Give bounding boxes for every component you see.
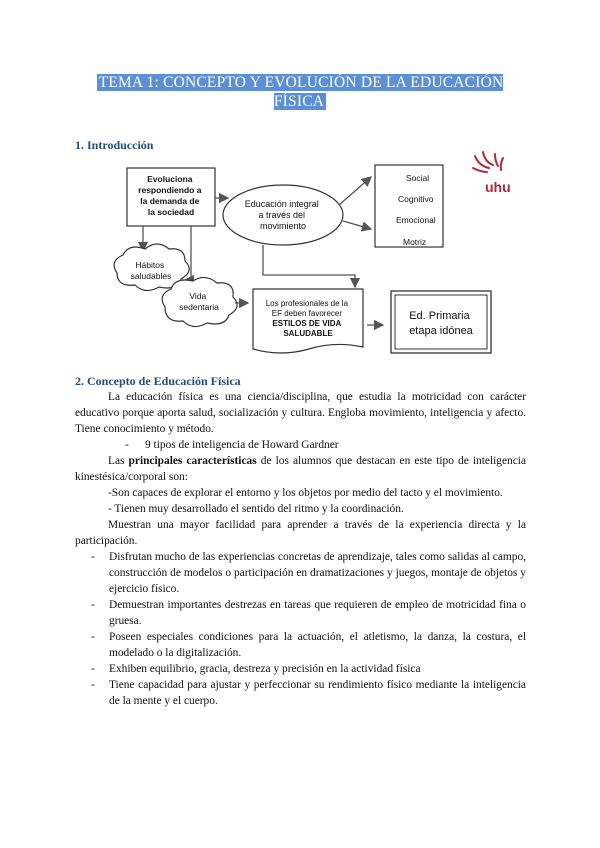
- box-evoluciona: [127, 168, 215, 226]
- body-text: [75, 389, 526, 709]
- svg-text:Educación integral a t: Educación integral a través del movimiento: [244, 199, 319, 231]
- sub-item-gardner: - 9 tipos de inteligencia de Howard Gardner: [125, 439, 339, 451]
- cloud-vida-sedentaria: [162, 277, 237, 326]
- paragraph-experiencia: Muestran una mayor facilidad para aprender a través de la experiencia directa y la participación.: [75, 519, 526, 547]
- list-item: - Demuestran importantes destrezas en tareas que requieren de empleo de motricidad fina o gruesa.: [91, 599, 526, 627]
- paragraph-ritmo: - Tienen muy desarrollado el sentido del ritmo y la coordinación.: [108, 503, 404, 515]
- svg-text:Vida sedentaria: Vida sedentaria: [179, 291, 219, 312]
- title-text: TEMA 1: CONCEPTO Y EVOLUCIÓN DE LA EDUCACIÓN FÍSICA: [98, 74, 504, 110]
- bullet-list: [75, 549, 526, 709]
- list-item: - Exhiben equilibrio, gracia, destreza y precisión en la actividad física: [91, 663, 421, 675]
- paragraph-definicion: La educación física es una ciencia/disciplina, que estudia la motricidad con carácter educativo porque aporta salud, socialización y cultura. Engloba movimiento, inteligencia y afecto. Tiene conocimiento y método.: [75, 391, 526, 435]
- box-dimensiones: [375, 165, 443, 247]
- box-profesionales-ef: [253, 289, 363, 353]
- svg-text:Hábitos saludables: Hábitos saludables: [130, 260, 172, 281]
- svg-text:Los profesionales de la: Los profesionales de la EF deben favorecer ESTILOS DE VIDA SALUDABLE: [265, 299, 349, 338]
- paragraph-caracteristicas: Las principales características de los alumnos que destacan en este tipo de inteligencia kinestésica/corporal son:: [75, 455, 527, 483]
- paragraph-explorar: -Son capaces de explorar el entorno y los objetos por medio del tacto y el movimiento.: [108, 487, 503, 499]
- svg-text:Ed. Primaria etapa idó: Ed. Primaria etapa idónea: [409, 310, 473, 337]
- intro-diagram: [95, 155, 525, 365]
- section-heading-introduccion: 1. Introducción: [75, 138, 154, 152]
- box-ed-primaria: [391, 291, 491, 353]
- page-title: [70, 73, 530, 111]
- list-item: - Disfrutan mucho de las experiencias concretas de aprendizaje, tales como salidas al campo, construcción de modelos o participación en dramatizaciones y juegos, montaje de objetos y ejercicio físico.: [91, 551, 526, 595]
- svg-text:Social Cognitivo: Social Cognitivo Emocional Motriz: [396, 173, 436, 247]
- oval-educacion-integral: [223, 185, 343, 245]
- logo-text: uhu: [485, 179, 511, 195]
- list-item: - Tiene capacidad para ajustar y perfeccionar su rendimiento físico mediante la inteligencia de la mente y el cuerpo.: [91, 679, 526, 707]
- section-heading-concepto: 2. Concepto de Educación Física: [75, 374, 241, 388]
- svg-text:Evoluciona respondiend: Evoluciona respondiendo a la demanda de la sociedad: [138, 174, 202, 217]
- list-item: - Poseen especiales condiciones para la actuación, el atletismo, la danza, la costura, el modelado o la digitalización.: [91, 631, 526, 659]
